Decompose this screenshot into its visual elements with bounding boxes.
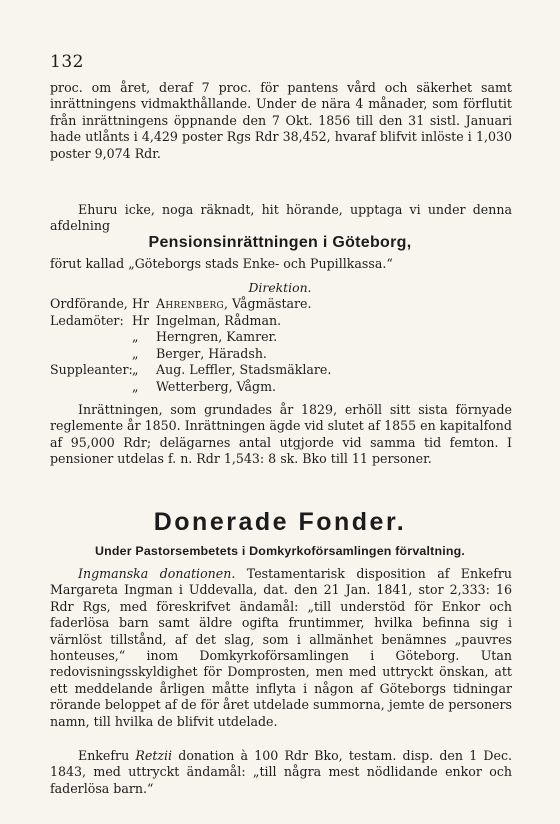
member-title: , Vågm. — [228, 378, 277, 394]
paragraph-pawn-stats — [50, 80, 512, 162]
member-title: , Stadsmäklare. — [231, 362, 332, 378]
member-name: Berger — [156, 345, 201, 361]
member-title: , Kamrer. — [218, 329, 278, 345]
sub-heading: Under Pastorsembetets i Domkyrkoförsamlingen förvaltning. — [94, 544, 466, 558]
direction-row — [50, 379, 331, 396]
role-label — [50, 379, 132, 396]
member-name: Wetterberg — [156, 378, 229, 394]
direction-row — [50, 329, 331, 346]
direction-list — [50, 296, 331, 396]
member-name: Herngren — [156, 329, 219, 345]
member-name: Aug. Leffler — [156, 362, 232, 378]
paragraph-text: förut kallad „Göteborgs stads Enke- och Pupillkassa.“ — [50, 256, 393, 271]
donation-text: Testamentarisk disposition af Enkefru Margareta Ingman i Uddevalla, dat. den 21 Jan. 1841, stor 2,333: 16 Rdr Rgs, med föreskrifvet ändamål: „till understöd för Enkor och faderlösa barn samt äldre ogifta fruntimmer, hvilka befinna sig i värnlöst tillstånd, af det slag, som i allmänhet benämnes „pauvres honteuses,“ inom Domkyrkoförsamlingen i Göteborg. Utan redovisningsskyldighet för Domprosten, men med uttryckt önskan, att ett meddelande årligen måtte inflyta i någon af Göteborgs tidningar rörande beloppet af de för året utdelade summorna, jemte de personers namn, till hvilka de blifvit utdelade. — [50, 566, 512, 729]
paragraph-institution-history — [50, 402, 512, 468]
paragraph-retzius-donation — [50, 748, 512, 797]
paragraph-text — [50, 748, 512, 797]
paragraph-text: Inrättningen, som grundades år 1829, erhöll sitt sista förnyade reglemente år 1850. Inrättningen ägde vid slutet af 1855 en kapitalfond af 95,000 Rdr; delägarnes antal utgjorde vid samma tid femton. I pensioner utdelas f. n. Rdr 1,543: 8 sk. Bko till 11 personer. — [50, 402, 512, 467]
member-name: Ahrenberg — [156, 296, 225, 311]
name-prefix: „ — [132, 362, 139, 378]
paragraph-text: proc. om året, deraf 7 proc. för pantens vård och säkerhet samt inrättningens vidmakthållande. Under de nära 4 månader, som förflutit från inrättningens öppnande den 7 Okt. 1856 till den 31 sistl. Januari hade utlånts i 4,429 poster Rgs Rdr 38,452, hvaraf blifvit inlöste i 1,030 poster 9,074 Rdr. — [50, 80, 512, 161]
paragraph-intro-section — [50, 202, 512, 235]
role-label — [50, 329, 132, 346]
direction-row — [50, 362, 331, 379]
name-prefix: Hr — [132, 312, 150, 328]
role-label: Ledamöter: — [50, 312, 124, 328]
member-title: , Häradsh. — [200, 345, 267, 361]
page-number: 132 — [50, 52, 84, 72]
paragraph-text: Ehuru icke, noga räknadt, hit hörande, upptaga vi under denna afdelning — [50, 202, 512, 234]
member-title: , Vågmästare. — [224, 296, 312, 311]
name-prefix: „ — [132, 378, 139, 394]
name-prefix: Hr — [132, 296, 150, 311]
section-former-name — [50, 256, 512, 272]
direction-heading: Direktion. — [248, 280, 312, 295]
donation-name: Retzii — [135, 748, 173, 763]
name-prefix: „ — [132, 345, 139, 361]
donation-lead: Enkefru — [78, 748, 136, 763]
donation-name: Ingmanska donationen. — [78, 566, 236, 581]
role-label — [50, 346, 132, 363]
paragraph-text — [50, 566, 512, 730]
donation-text: donation à 100 Rdr Bko, testam. disp. den 1 Dec. 1843, med uttryckt ändamål: „till några mest nödlidande enkor och faderlösa barn.“ — [50, 748, 513, 796]
role-label: Ordförande, — [50, 296, 128, 311]
role-label: Suppleanter: — [50, 362, 133, 378]
name-prefix: „ — [132, 329, 139, 345]
direction-row — [50, 313, 331, 330]
paragraph-ingman-donation — [50, 566, 512, 730]
main-heading: Donerade Fonder. — [153, 508, 407, 536]
direction-row — [50, 296, 331, 313]
section-title: Pensionsinrättningen i Göteborg, — [148, 234, 412, 251]
direction-row — [50, 346, 331, 363]
member-name: Ingelman — [156, 312, 217, 328]
member-title: , Rådman. — [216, 312, 282, 328]
